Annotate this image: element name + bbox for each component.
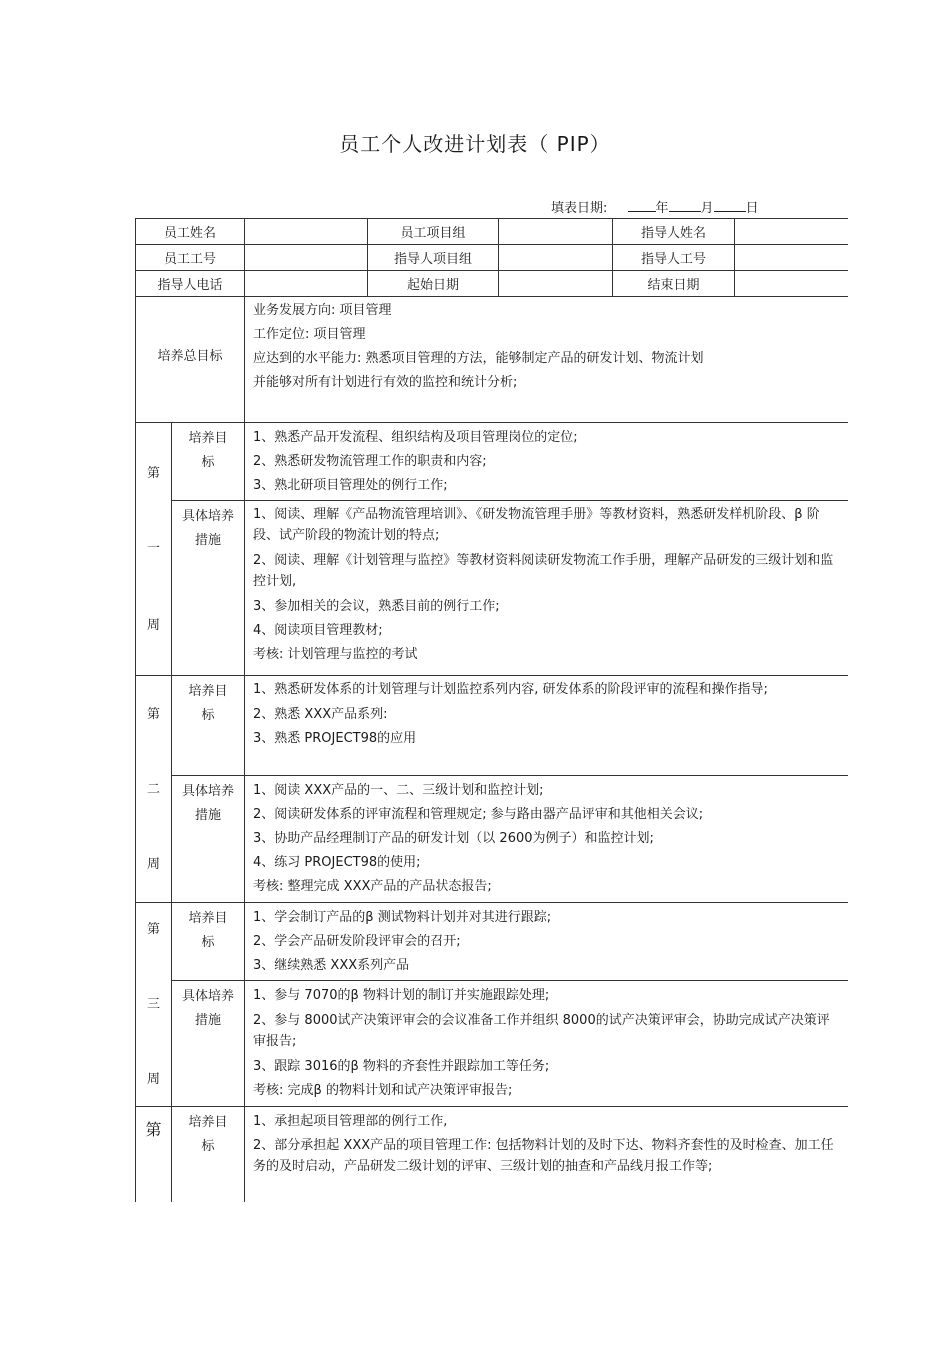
year-blank[interactable] [628,199,656,212]
week2-goal-lines: 1、熟悉研发体系的计划管理与计划监控系列内容, 研发体系的阶段评审的流程和操作指导; 2、熟悉 XXX产品系列: 3、熟悉 PROJECT98的应用 [245,676,848,776]
month-label: 月 [700,201,714,216]
header-label: 指导人电话 [136,271,245,297]
week1-label: 第 一 周 [136,423,172,676]
week2-measures-row [136,776,849,903]
week2-measures-lines: 1、阅读 XXX产品的一、二、三级计划和监控计划; 2、阅读研发体系的评审流程和管理规定; 参与路由器产品评审和其他相关会议; 3、协助产品经理制订产品的研发计划（以 2600为例子）和监控计划; 4、练习 PROJECT98的使用; 考核: 整理完成 XXX产品的产品状态报告; [245,776,848,903]
week3-label: 第 三 周 [136,903,172,1107]
week1-measures-label: 具体培养措施 [172,501,245,676]
week3-goal-label: 培养目标 [172,903,245,981]
goal-line: 业务发展方向: 项目管理 [253,303,392,318]
week2-label: 第 二 周 [136,676,172,903]
header-label: 起始日期 [368,271,499,297]
mentor-name-field[interactable] [735,219,848,245]
week2-goal-label: 培养目标 [172,676,245,776]
week4-goal-lines: 1、承担起项目管理部的例行工作, 2、部分承担起 XXX产品的项目管理工作: 包括物料计划的及时下达、物料齐套性的及时检查、加工任务的及时启动，产品研发二级计划的评审、三级计划的抽查和产品线月报工作等; [245,1107,848,1203]
week1-measures-lines: 1、阅读、理解《产品物流管理培训》、《研发物流管理手册》等教材资料，熟悉研发样机阶段、β 阶段、试产阶段的物流计划的特点; 2、阅读、理解《计划管理与监控》等教材资料阅读研发物流工作手册，理解产品研发的三级计划和监控计划, 3、参加相关的会议，熟悉目前的例行工作; 4、阅读项目管理教材; 考核: 计划管理与监控的考试 [245,501,848,676]
week3-measures-label: 具体培养措施 [172,981,245,1107]
header-row [136,245,849,271]
header-row [136,219,849,245]
employee-project-group-field[interactable] [499,219,613,245]
week4-goal-label: 培养目标 [172,1107,245,1203]
overall-goal-row [136,297,849,423]
page-title: 员工个人改进计划表（ PIP） [339,132,611,156]
header-label: 员工姓名 [136,219,245,245]
month-blank[interactable] [669,199,701,212]
week1-goal-label: 培养目标 [172,423,245,501]
week3-goal-row [136,903,849,981]
fill-date-label: 填表日期: [551,201,608,216]
header-label: 指导人项目组 [368,245,499,271]
fill-date [551,197,759,216]
header-label: 员工工号 [136,245,245,271]
week2-measures-label: 具体培养措施 [172,776,245,903]
start-date-field[interactable] [499,271,613,297]
goal-line: 应达到的水平能力: 熟悉项目管理的方法，能够制定产品的研发计划、物流计划 [253,351,704,366]
mentor-phone-field[interactable] [245,271,368,297]
day-blank[interactable] [714,199,746,212]
end-date-field[interactable] [735,271,848,297]
week3-measures-row [136,981,849,1107]
header-label: 员工项目组 [368,219,499,245]
week3-measures-lines: 1、参与 7070的β 物料计划的制订并实施跟踪处理; 2、参与 8000试产决策评审会的会议准备工作并组织 8000的试产决策评审会，协助完成试产决策评审报告; 3、跟踪 3016的β 物料的齐套性并跟踪加工等任务; 考核: 完成β 的物料计划和试产决策评审报告; [245,981,848,1107]
week4-goal-row [136,1107,849,1203]
goal-line: 工作定位: 项目管理 [253,327,366,342]
week4-label: 第 [136,1107,172,1203]
employee-name-field[interactable] [245,219,368,245]
header-label: 指导人工号 [613,245,735,271]
week3-goal-lines: 1、学会制订产品的β 测试物料计划并对其进行跟踪; 2、学会产品研发阶段评审会的召开; 3、继续熟悉 XXX系列产品 [245,903,848,981]
header-label: 结束日期 [613,271,735,297]
overall-goal-content [245,297,848,423]
header-label: 指导人姓名 [613,219,735,245]
week1-goal-row [136,423,849,501]
pip-table [135,218,848,1202]
week2-goal-row [136,676,849,776]
year-label: 年 [655,201,669,216]
header-row [136,271,849,297]
mentor-id-field[interactable] [735,245,848,271]
pip-sheet [135,218,848,1202]
goal-line: 并能够对所有计划进行有效的监控和统计分析; [253,375,518,390]
employee-id-field[interactable] [245,245,368,271]
week1-measures-row [136,501,849,676]
day-label: 日 [745,201,759,216]
mentor-project-group-field[interactable] [499,245,613,271]
overall-goal-label: 培养总目标 [136,297,245,423]
week1-goal-lines: 1、熟悉产品开发流程、组织结构及项目管理岗位的定位; 2、熟悉研发物流管理工作的职责和内容; 3、熟北研项目管理处的例行工作; [245,423,848,501]
